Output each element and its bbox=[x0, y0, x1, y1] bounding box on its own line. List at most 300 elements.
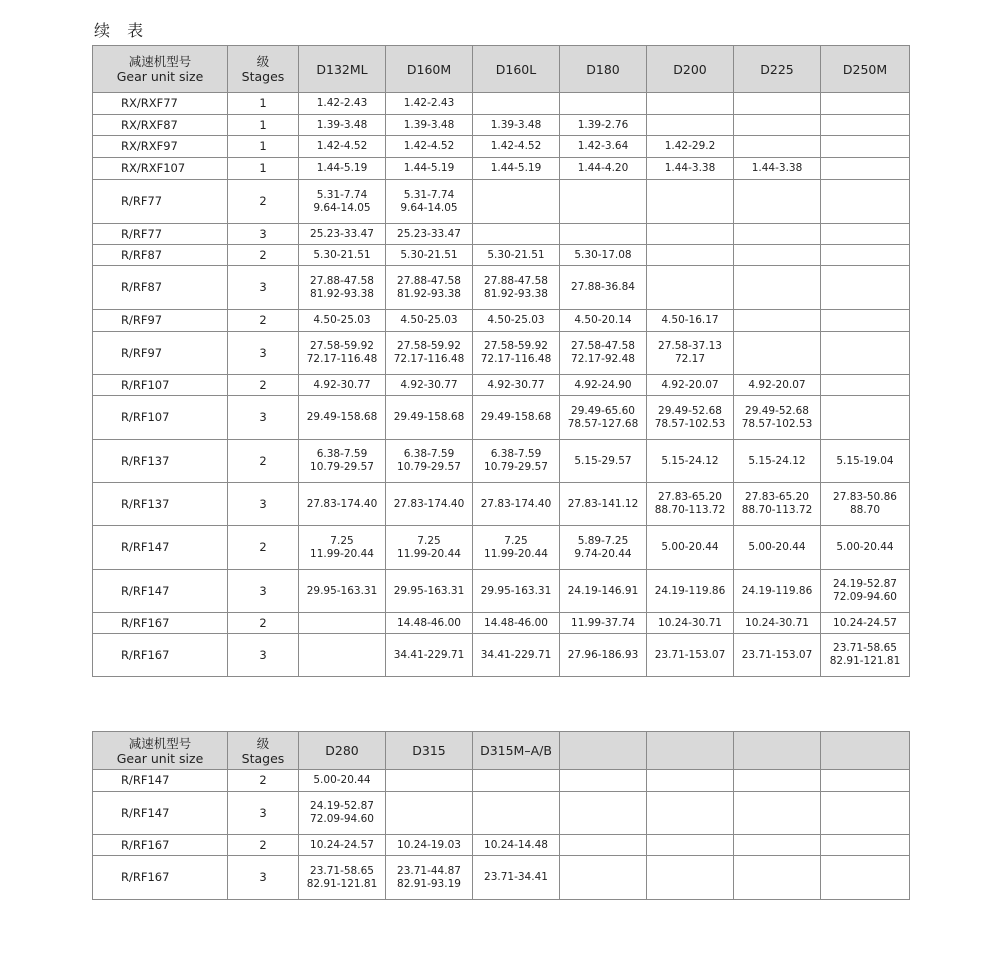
ratio-range: 29.95-163.31 bbox=[306, 584, 378, 597]
ratio-cell bbox=[560, 792, 647, 835]
ratio-cell bbox=[386, 856, 473, 900]
ratio-cell bbox=[386, 835, 473, 856]
ratio-cell bbox=[734, 245, 821, 266]
model-header-en: Gear unit size bbox=[116, 69, 204, 84]
column-header: D315 bbox=[386, 732, 473, 770]
ratio-cell bbox=[560, 310, 647, 332]
table-row bbox=[93, 483, 910, 526]
ratio-cell bbox=[734, 792, 821, 835]
ratio-range: 29.49-52.68 bbox=[658, 404, 722, 417]
model-cell: R/RF87 bbox=[93, 266, 228, 310]
ratio-cell bbox=[734, 526, 821, 570]
ratio-cell bbox=[299, 158, 386, 180]
ratio-range: 23.71-153.07 bbox=[654, 648, 726, 661]
ratio-cell bbox=[473, 634, 560, 677]
ratio-range: 88.70-113.72 bbox=[654, 504, 726, 516]
ratio-range: 78.57-102.53 bbox=[654, 417, 726, 430]
table-row bbox=[93, 245, 910, 266]
ratio-cell bbox=[386, 115, 473, 136]
ratio-range: 11.99-20.44 bbox=[310, 547, 374, 560]
ratio-cell bbox=[299, 835, 386, 856]
column-header: D160M bbox=[386, 46, 473, 93]
ratio-range: 27.88-47.58 bbox=[310, 274, 374, 287]
ratio-cell bbox=[386, 136, 473, 158]
ratio-range: 6.38-7.59 bbox=[403, 448, 455, 460]
table-row bbox=[93, 570, 910, 613]
page-title: 续 表 bbox=[94, 21, 150, 40]
ratio-cell bbox=[821, 224, 910, 245]
ratio-cell bbox=[734, 310, 821, 332]
ratio-range: 1.39-3.48 bbox=[403, 118, 455, 131]
ratio-cell bbox=[734, 266, 821, 310]
ratio-cell bbox=[473, 856, 560, 900]
ratio-cell bbox=[647, 266, 734, 310]
ratio-range: 27.83-141.12 bbox=[567, 497, 639, 510]
ratio-cell bbox=[473, 266, 560, 310]
ratio-cell bbox=[821, 375, 910, 396]
ratio-range: 10.79-29.57 bbox=[310, 461, 374, 473]
ratio-cell bbox=[734, 483, 821, 526]
ratio-range: 1.42-4.52 bbox=[403, 140, 455, 152]
ratio-cell bbox=[473, 310, 560, 332]
ratio-cell bbox=[299, 792, 386, 835]
ratio-cell bbox=[299, 375, 386, 396]
ratio-range: 4.50-25.03 bbox=[400, 314, 458, 326]
ratio-range: 4.92-30.77 bbox=[313, 378, 371, 391]
model-cell: RX/RXF107 bbox=[93, 158, 228, 180]
ratio-cell bbox=[473, 570, 560, 613]
column-header bbox=[734, 732, 821, 770]
model-cell: R/RF147 bbox=[93, 526, 228, 570]
column-header: D250M bbox=[821, 46, 910, 93]
model-header-cn: 减速机型号 bbox=[128, 54, 192, 69]
ratio-cell bbox=[473, 136, 560, 158]
ratio-range: 23.71-58.65 bbox=[310, 864, 374, 877]
ratio-cell bbox=[386, 245, 473, 266]
ratio-range: 27.88-36.84 bbox=[571, 281, 635, 293]
ratio-cell bbox=[560, 396, 647, 440]
ratio-cell bbox=[299, 266, 386, 310]
ratio-range: 88.70-113.72 bbox=[741, 504, 813, 516]
ratio-range: 5.15-24.12 bbox=[748, 454, 806, 467]
model-cell: R/RF77 bbox=[93, 224, 228, 245]
ratio-range: 4.50-25.03 bbox=[313, 314, 371, 326]
table-row bbox=[93, 835, 910, 856]
ratio-range: 1.42-4.52 bbox=[490, 140, 542, 152]
ratio-cell bbox=[386, 792, 473, 835]
table-header-row bbox=[93, 732, 910, 770]
ratio-cell bbox=[647, 483, 734, 526]
stage-cell: 2 bbox=[228, 180, 299, 224]
ratio-cell bbox=[821, 770, 910, 792]
ratio-cell bbox=[734, 93, 821, 115]
ratio-cell bbox=[299, 93, 386, 115]
ratio-range: 27.88-47.58 bbox=[397, 274, 461, 287]
ratio-range: 29.95-163.31 bbox=[480, 584, 552, 597]
stage-cell: 1 bbox=[228, 93, 299, 115]
ratio-cell bbox=[821, 570, 910, 613]
ratio-range: 10.24-19.03 bbox=[397, 838, 461, 851]
ratio-cell bbox=[299, 483, 386, 526]
ratio-range: 10.24-30.71 bbox=[658, 616, 722, 629]
table-row bbox=[93, 770, 910, 792]
ratio-cell bbox=[734, 634, 821, 677]
ratio-cell bbox=[647, 634, 734, 677]
ratio-cell bbox=[647, 180, 734, 224]
ratio-range: 1.42-4.52 bbox=[316, 140, 368, 152]
model-cell: R/RF107 bbox=[93, 375, 228, 396]
stage-cell: 3 bbox=[228, 856, 299, 900]
table-header-row bbox=[93, 46, 910, 93]
ratio-range: 11.99-37.74 bbox=[571, 616, 635, 629]
model-cell: R/RF77 bbox=[93, 180, 228, 224]
column-header bbox=[647, 732, 734, 770]
ratio-range: 1.42-29.2 bbox=[664, 140, 716, 152]
ratio-range: 10.24-14.48 bbox=[484, 838, 548, 851]
ratio-range: 5.31-7.74 bbox=[316, 188, 368, 201]
ratio-cell bbox=[734, 440, 821, 483]
ratio-cell bbox=[734, 856, 821, 900]
model-header-en: Gear unit size bbox=[116, 750, 204, 766]
ratio-range: 81.92-93.38 bbox=[484, 287, 548, 300]
ratio-range: 82.91-121.81 bbox=[306, 877, 378, 890]
ratio-cell bbox=[560, 483, 647, 526]
model-cell: R/RF167 bbox=[93, 634, 228, 677]
ratio-range: 5.00-20.44 bbox=[836, 541, 894, 553]
ratio-cell bbox=[299, 396, 386, 440]
stage-cell: 2 bbox=[228, 613, 299, 634]
model-header bbox=[93, 732, 228, 770]
model-cell: RX/RXF77 bbox=[93, 93, 228, 115]
ratio-cell bbox=[734, 835, 821, 856]
stage-cell: 2 bbox=[228, 310, 299, 332]
ratio-cell bbox=[473, 613, 560, 634]
ratio-cell bbox=[647, 310, 734, 332]
ratio-cell bbox=[560, 266, 647, 310]
table-row bbox=[93, 613, 910, 634]
ratio-cell bbox=[386, 613, 473, 634]
ratio-range: 14.48-46.00 bbox=[397, 616, 461, 629]
stage-cell: 3 bbox=[228, 792, 299, 835]
table-row bbox=[93, 136, 910, 158]
ratio-range: 1.39-3.48 bbox=[490, 118, 542, 131]
column-header: D225 bbox=[734, 46, 821, 93]
stage-cell: 2 bbox=[228, 770, 299, 792]
ratio-cell bbox=[821, 440, 910, 483]
ratio-cell bbox=[386, 440, 473, 483]
stage-cell: 1 bbox=[228, 136, 299, 158]
ratio-cell bbox=[560, 245, 647, 266]
ratio-range: 78.57-127.68 bbox=[567, 417, 639, 430]
ratio-range: 1.42-3.64 bbox=[577, 140, 629, 152]
ratio-range: 23.71-153.07 bbox=[741, 648, 813, 661]
column-header: D315M–A/B bbox=[473, 732, 560, 770]
ratio-range: 5.30-21.51 bbox=[487, 248, 545, 261]
ratio-range: 11.99-20.44 bbox=[397, 547, 461, 560]
ratio-range: 81.92-93.38 bbox=[397, 287, 461, 300]
ratio-cell bbox=[386, 570, 473, 613]
ratio-cell bbox=[560, 93, 647, 115]
ratio-cell bbox=[647, 245, 734, 266]
ratio-cell bbox=[560, 835, 647, 856]
ratio-range: 27.88-47.58 bbox=[484, 274, 548, 287]
ratio-range: 4.50-16.17 bbox=[661, 314, 719, 326]
stage-cell: 2 bbox=[228, 440, 299, 483]
model-cell: R/RF167 bbox=[93, 613, 228, 634]
ratio-range: 24.19-119.86 bbox=[654, 584, 726, 597]
ratio-range: 1.44-3.38 bbox=[664, 162, 716, 174]
ratio-range: 82.91-121.81 bbox=[829, 655, 901, 667]
model-header bbox=[93, 46, 228, 93]
ratio-cell bbox=[386, 180, 473, 224]
ratio-table-2 bbox=[92, 731, 910, 900]
ratio-range: 81.92-93.38 bbox=[310, 287, 374, 300]
ratio-cell bbox=[821, 526, 910, 570]
ratio-cell bbox=[560, 613, 647, 634]
stage-header-en: Stages bbox=[241, 750, 285, 766]
ratio-cell bbox=[386, 224, 473, 245]
ratio-cell bbox=[821, 396, 910, 440]
ratio-cell bbox=[821, 310, 910, 332]
column-header bbox=[560, 732, 647, 770]
stage-cell: 3 bbox=[228, 634, 299, 677]
ratio-cell bbox=[473, 115, 560, 136]
ratio-cell bbox=[386, 158, 473, 180]
ratio-range: 72.09-94.60 bbox=[310, 813, 374, 825]
ratio-range: 11.99-20.44 bbox=[484, 547, 548, 560]
ratio-range: 27.83-174.40 bbox=[480, 497, 552, 510]
ratio-cell bbox=[386, 483, 473, 526]
ratio-range: 10.24-24.57 bbox=[310, 838, 374, 851]
ratio-cell bbox=[821, 93, 910, 115]
ratio-range: 7.25 bbox=[417, 534, 441, 547]
table-row bbox=[93, 792, 910, 835]
ratio-range: 10.24-24.57 bbox=[833, 616, 897, 629]
ratio-range: 72.17-116.48 bbox=[306, 353, 378, 365]
ratio-cell bbox=[473, 770, 560, 792]
ratio-cell bbox=[299, 115, 386, 136]
table-row bbox=[93, 158, 910, 180]
ratio-cell bbox=[647, 792, 734, 835]
ratio-range: 1.44-5.19 bbox=[490, 162, 542, 174]
table-row bbox=[93, 224, 910, 245]
ratio-range: 23.71-34.41 bbox=[484, 871, 548, 883]
ratio-range: 27.83-50.86 bbox=[833, 491, 897, 503]
ratio-cell bbox=[821, 332, 910, 375]
ratio-range: 5.89-7.25 bbox=[577, 534, 629, 547]
stage-cell: 3 bbox=[228, 266, 299, 310]
ratio-cell bbox=[560, 856, 647, 900]
ratio-cell bbox=[647, 224, 734, 245]
ratio-cell bbox=[734, 770, 821, 792]
ratio-table-1 bbox=[92, 45, 910, 677]
stage-cell: 3 bbox=[228, 332, 299, 375]
ratio-range: 27.58-59.92 bbox=[310, 340, 374, 352]
ratio-range: 1.44-4.20 bbox=[577, 162, 629, 174]
ratio-cell bbox=[299, 180, 386, 224]
ratio-cell bbox=[560, 770, 647, 792]
ratio-range: 72.17-92.48 bbox=[571, 353, 635, 365]
ratio-cell bbox=[821, 634, 910, 677]
ratio-cell bbox=[299, 570, 386, 613]
ratio-cell bbox=[734, 375, 821, 396]
ratio-range: 1.44-3.38 bbox=[751, 162, 803, 174]
ratio-cell bbox=[299, 332, 386, 375]
ratio-range: 23.71-44.87 bbox=[397, 864, 461, 877]
ratio-range: 23.71-58.65 bbox=[833, 642, 897, 654]
model-cell: R/RF97 bbox=[93, 310, 228, 332]
ratio-range: 27.83-65.20 bbox=[658, 491, 722, 503]
table-row bbox=[93, 310, 910, 332]
ratio-cell bbox=[560, 526, 647, 570]
ratio-range: 27.58-47.58 bbox=[571, 340, 635, 352]
ratio-cell bbox=[560, 180, 647, 224]
ratio-cell bbox=[386, 310, 473, 332]
column-header: D280 bbox=[299, 732, 386, 770]
ratio-cell bbox=[734, 136, 821, 158]
ratio-cell bbox=[647, 158, 734, 180]
ratio-cell bbox=[386, 396, 473, 440]
ratio-range: 5.15-29.57 bbox=[574, 454, 632, 467]
model-cell: R/RF147 bbox=[93, 792, 228, 835]
ratio-range: 1.44-5.19 bbox=[316, 162, 368, 174]
ratio-cell bbox=[473, 93, 560, 115]
ratio-cell bbox=[299, 245, 386, 266]
ratio-cell bbox=[734, 570, 821, 613]
ratio-cell bbox=[647, 115, 734, 136]
ratio-cell bbox=[821, 245, 910, 266]
ratio-cell bbox=[299, 613, 386, 634]
ratio-range: 29.49-158.68 bbox=[306, 411, 378, 423]
ratio-cell bbox=[734, 115, 821, 136]
model-cell: RX/RXF87 bbox=[93, 115, 228, 136]
ratio-cell bbox=[560, 634, 647, 677]
ratio-cell bbox=[647, 613, 734, 634]
ratio-cell bbox=[821, 158, 910, 180]
ratio-cell bbox=[734, 613, 821, 634]
column-header: D160L bbox=[473, 46, 560, 93]
ratio-cell bbox=[734, 396, 821, 440]
model-cell: R/RF167 bbox=[93, 856, 228, 900]
stage-header bbox=[228, 732, 299, 770]
stage-cell: 2 bbox=[228, 245, 299, 266]
ratio-range: 5.00-20.44 bbox=[313, 774, 371, 786]
ratio-cell bbox=[734, 180, 821, 224]
ratio-range: 14.48-46.00 bbox=[484, 616, 548, 629]
stage-cell: 2 bbox=[228, 375, 299, 396]
table-row bbox=[93, 634, 910, 677]
model-cell: R/RF147 bbox=[93, 570, 228, 613]
ratio-range: 5.31-7.74 bbox=[403, 188, 455, 201]
ratio-range: 4.92-20.07 bbox=[661, 378, 719, 391]
ratio-cell bbox=[560, 332, 647, 375]
ratio-cell bbox=[473, 158, 560, 180]
model-cell: R/RF137 bbox=[93, 483, 228, 526]
ratio-cell bbox=[386, 375, 473, 396]
ratio-cell bbox=[473, 224, 560, 245]
ratio-cell bbox=[647, 440, 734, 483]
ratio-range: 34.41-229.71 bbox=[393, 648, 465, 661]
ratio-range: 10.24-30.71 bbox=[745, 616, 809, 629]
table-row bbox=[93, 93, 910, 115]
ratio-range: 6.38-7.59 bbox=[316, 448, 368, 460]
ratio-cell bbox=[386, 634, 473, 677]
stage-header-cn: 级 bbox=[256, 735, 270, 751]
column-header bbox=[821, 732, 910, 770]
ratio-cell bbox=[560, 158, 647, 180]
ratio-range: 29.49-158.68 bbox=[393, 411, 465, 423]
ratio-cell bbox=[821, 856, 910, 900]
ratio-range: 4.50-20.14 bbox=[574, 314, 632, 326]
stage-header-en: Stages bbox=[241, 69, 285, 84]
ratio-cell bbox=[647, 835, 734, 856]
ratio-cell bbox=[734, 224, 821, 245]
model-header-cn: 减速机型号 bbox=[128, 735, 192, 751]
ratio-cell bbox=[473, 332, 560, 375]
stage-cell: 2 bbox=[228, 835, 299, 856]
ratio-range: 4.92-30.77 bbox=[487, 378, 545, 391]
stage-cell: 1 bbox=[228, 115, 299, 136]
ratio-range: 24.19-52.87 bbox=[310, 800, 374, 812]
ratio-range: 5.30-17.08 bbox=[574, 248, 632, 261]
ratio-range: 27.58-37.13 bbox=[658, 340, 722, 352]
ratio-cell bbox=[821, 483, 910, 526]
table-row bbox=[93, 856, 910, 900]
ratio-cell bbox=[386, 770, 473, 792]
ratio-cell bbox=[821, 835, 910, 856]
ratio-cell bbox=[821, 115, 910, 136]
model-cell: R/RF97 bbox=[93, 332, 228, 375]
ratio-cell bbox=[560, 224, 647, 245]
ratio-cell bbox=[386, 266, 473, 310]
ratio-cell bbox=[386, 526, 473, 570]
ratio-range: 10.79-29.57 bbox=[484, 461, 548, 473]
ratio-cell bbox=[473, 792, 560, 835]
ratio-cell bbox=[473, 440, 560, 483]
column-header: D132ML bbox=[299, 46, 386, 93]
ratio-cell bbox=[299, 770, 386, 792]
ratio-range: 4.92-20.07 bbox=[748, 378, 806, 391]
ratio-cell bbox=[560, 440, 647, 483]
stage-header-cn: 级 bbox=[256, 54, 270, 69]
ratio-cell bbox=[473, 396, 560, 440]
table-row bbox=[93, 375, 910, 396]
ratio-range: 29.49-65.60 bbox=[571, 404, 635, 417]
ratio-range: 4.50-25.03 bbox=[487, 314, 545, 326]
table-row bbox=[93, 180, 910, 224]
stage-cell: 3 bbox=[228, 224, 299, 245]
model-cell: R/RF147 bbox=[93, 770, 228, 792]
ratio-cell bbox=[299, 856, 386, 900]
ratio-cell bbox=[299, 440, 386, 483]
table-row bbox=[93, 115, 910, 136]
ratio-cell bbox=[299, 634, 386, 677]
ratio-range: 25.23-33.47 bbox=[397, 227, 461, 240]
ratio-cell bbox=[299, 310, 386, 332]
ratio-cell bbox=[299, 224, 386, 245]
ratio-cell bbox=[821, 266, 910, 310]
ratio-cell bbox=[560, 136, 647, 158]
ratio-range: 9.64-14.05 bbox=[313, 201, 371, 214]
ratio-cell bbox=[647, 770, 734, 792]
ratio-range: 25.23-33.47 bbox=[310, 227, 374, 240]
ratio-range: 10.79-29.57 bbox=[397, 461, 461, 473]
model-cell: R/RF107 bbox=[93, 396, 228, 440]
stage-cell: 1 bbox=[228, 158, 299, 180]
ratio-range: 6.38-7.59 bbox=[490, 448, 542, 460]
ratio-range: 1.39-2.76 bbox=[577, 118, 629, 131]
ratio-range: 5.30-21.51 bbox=[313, 248, 371, 261]
